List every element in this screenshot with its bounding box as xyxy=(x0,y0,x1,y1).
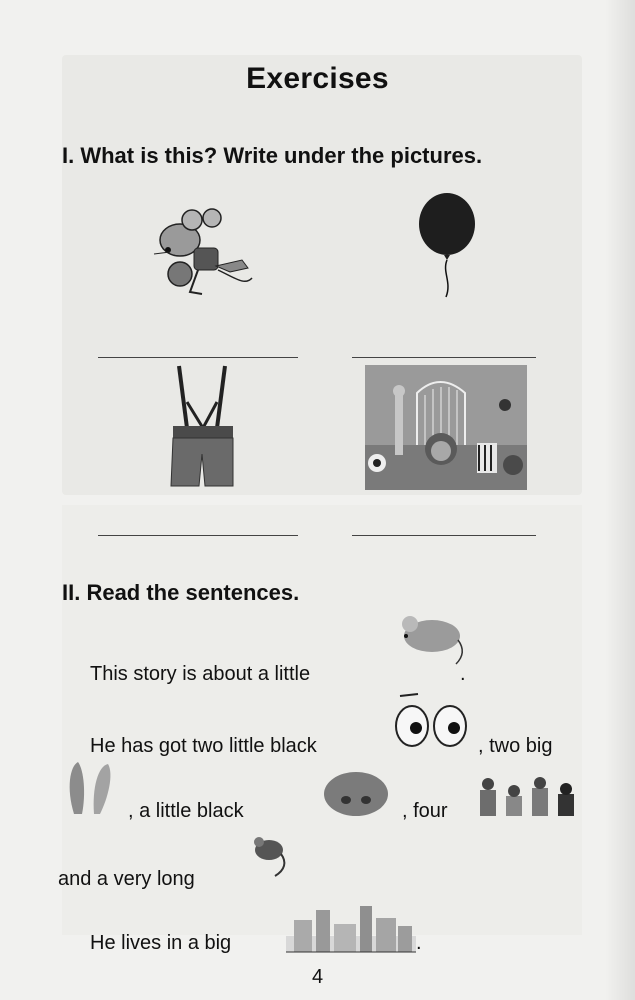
paws-icon xyxy=(476,774,580,818)
page-title: Exercises xyxy=(246,62,389,95)
sentence-4-text: and a very long xyxy=(58,868,195,890)
mouse-icon xyxy=(150,208,255,300)
eyes-icon xyxy=(390,690,474,752)
mouse-icon xyxy=(398,612,470,668)
zoo-icon xyxy=(365,365,527,490)
exercise-2-heading: II. Read the sentences. xyxy=(62,580,300,605)
page-shadow xyxy=(605,0,635,1000)
page-number: 4 xyxy=(311,966,324,988)
sentence-1-text: This story is about a little xyxy=(90,663,311,685)
tail-icon xyxy=(247,832,291,878)
sentence-5-end: . xyxy=(416,932,422,954)
balloon-icon xyxy=(412,192,482,300)
sentence-2-text: He has got two little black xyxy=(90,735,317,757)
sentence-3-before: , a little black xyxy=(128,800,244,822)
sentence-3-after: , four xyxy=(402,800,448,822)
nose-icon xyxy=(320,768,392,820)
answer-line-2[interactable] xyxy=(352,357,536,358)
answer-line-4[interactable] xyxy=(352,535,536,536)
answer-line-1[interactable] xyxy=(98,357,298,358)
city-icon xyxy=(286,896,416,954)
ears-icon xyxy=(64,758,118,816)
sentence-1-end: . xyxy=(460,663,466,685)
sentence-5-text: He lives in a big xyxy=(90,932,232,954)
answer-line-3[interactable] xyxy=(98,535,298,536)
sentence-1 xyxy=(90,663,310,686)
shorts-icon xyxy=(165,362,240,490)
sentence-2-after: , two big xyxy=(478,735,553,757)
exercise-1-heading: I. What is this? Write under the pictures. xyxy=(62,143,483,168)
